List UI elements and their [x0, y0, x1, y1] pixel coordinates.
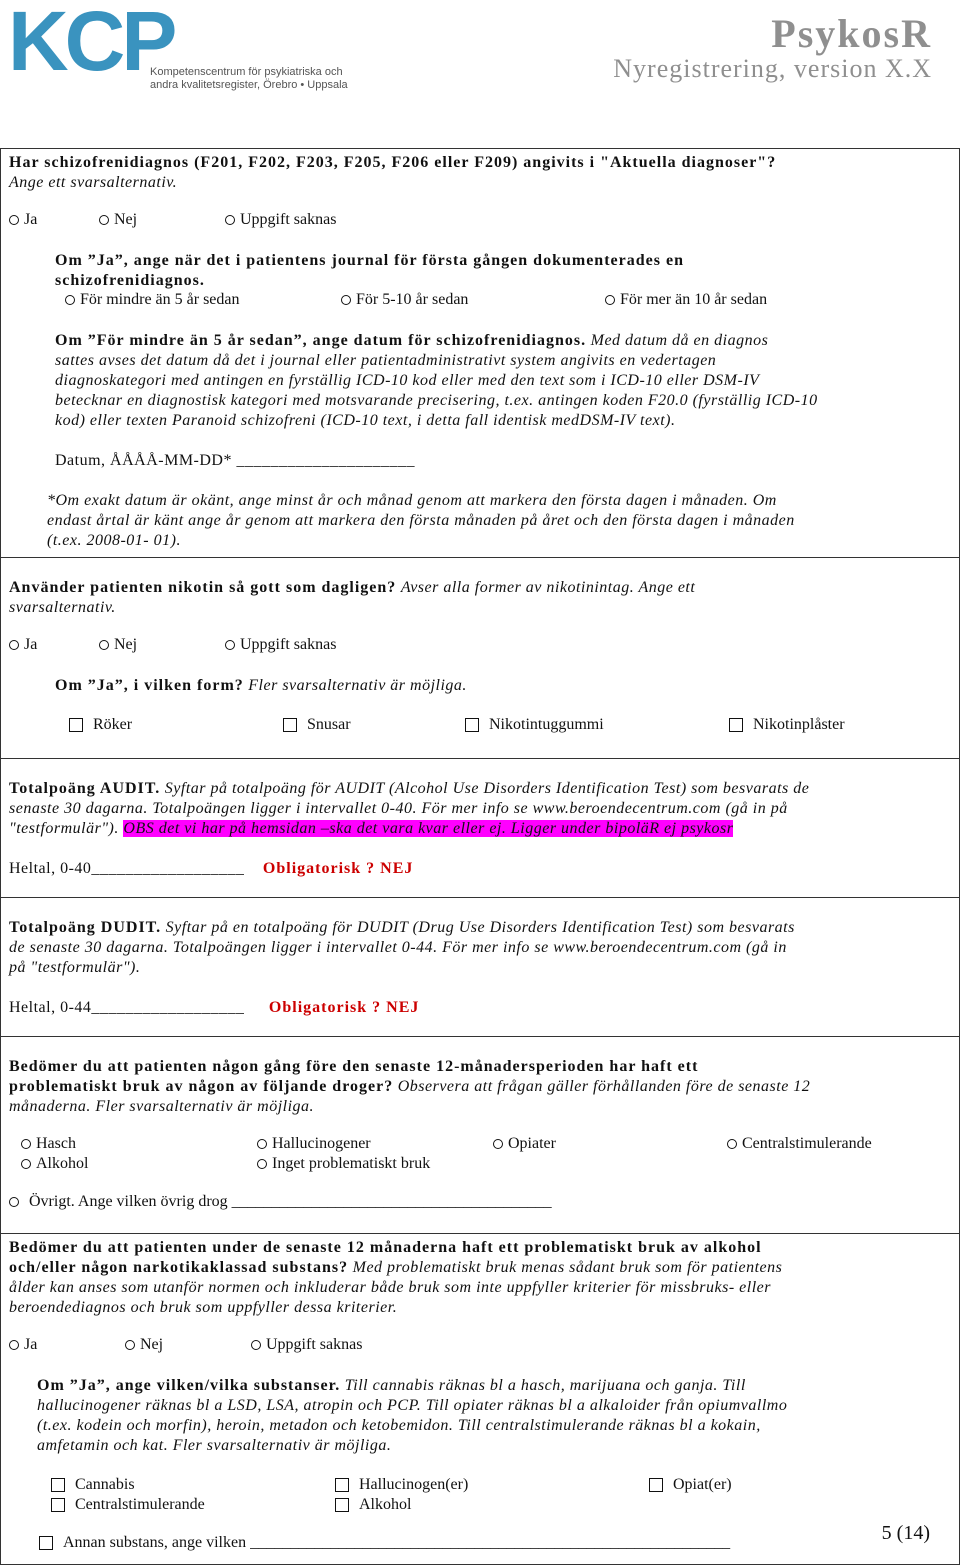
radio-ja[interactable]: Ja — [9, 211, 37, 229]
logo-caption: Kompetenscentrum för psykiatriska och andra kvalitetsregister, Örebro • Uppsala — [150, 66, 348, 91]
checkbox-icon — [283, 718, 297, 732]
radio-icon — [257, 1159, 267, 1169]
radio-icon — [341, 295, 351, 305]
radio-nej[interactable]: Nej — [99, 211, 137, 229]
nicotine-section: Använder patienten nikotin så gott som dagligen? Avser alla former av nikotinintag. Ange ett svarsalternativ. Ja Nej Uppgift saknas Om ”Ja”, i vilken form? Fler svarsalternativ är möjliga. Röker Snusar Nikotintuggummi Nikotinplåster — [1, 558, 959, 759]
audit-input[interactable]: Heltal, 0-40__________________ — [9, 860, 245, 877]
substance-row-1 — [9, 1476, 951, 1496]
radio-icon — [99, 640, 109, 650]
checkbox-icon — [69, 718, 83, 732]
registration-form — [0, 148, 960, 1565]
checkbox-nikotinplaster[interactable]: Nikotinplåster — [729, 716, 845, 734]
logo-letters: KCP — [8, 8, 174, 88]
date-input[interactable]: Datum, ÅÅÅÅ-MM-DD* _____________________ — [55, 452, 415, 469]
radio-icon — [727, 1139, 737, 1149]
radio-centralstimulerande[interactable]: Centralstimulerande — [727, 1135, 872, 1153]
radio-icon — [65, 295, 75, 305]
checkbox-annan-substans[interactable]: Annan substans, ange vilken ____________________________________________________________ — [39, 1534, 730, 1552]
radio-nej[interactable]: Nej — [125, 1336, 163, 1354]
radio-icon — [21, 1159, 31, 1169]
drug-row-1 — [9, 1135, 951, 1155]
mandatory-note: Obligatorisk ? NEJ — [262, 860, 414, 877]
answer-row — [9, 1336, 951, 1356]
checkbox-icon — [335, 1478, 349, 1492]
radio-ja[interactable]: Ja — [9, 1336, 37, 1354]
radio-icon — [605, 295, 615, 305]
checkbox-roker[interactable]: Röker — [69, 716, 132, 734]
radio-inget-bruk[interactable]: Inget problematiskt bruk — [257, 1155, 430, 1173]
radio-icon — [225, 640, 235, 650]
radio-icon — [225, 215, 235, 225]
checkbox-opiater[interactable]: Opiat(er) — [649, 1476, 732, 1494]
checkbox-hallucinogener[interactable]: Hallucinogen(er) — [335, 1476, 468, 1494]
radio-hallucinogener[interactable]: Hallucinogener — [257, 1135, 371, 1153]
app-title: PsykosR — [771, 11, 932, 56]
question-text: Har schizofrenidiagnos (F201, F202, F203, F205, F206 eller F209) angivits i "Aktuella diagnoser"? — [9, 154, 777, 171]
checkbox-icon — [649, 1478, 663, 1492]
checkbox-alkohol[interactable]: Alkohol — [335, 1496, 411, 1514]
radio-icon — [125, 1340, 135, 1350]
drug-history-section: Bedömer du att patienten någon gång före den senaste 12-månadersperioden har haft ett problematiskt bruk av någon av följande droger? Observera att frågan gäller förhållanden före de senaste 12 månaderna. Fler svarsalternativ är möjliga. Hasch Hallucinogener Opiater Centralstimulerande Alkohol Inget problematiskt bruk Övrigt. Ange vilken övrig drog ________________________________________ — [1, 1037, 959, 1234]
checkbox-snusar[interactable]: Snusar — [283, 716, 351, 734]
radio-icon — [21, 1139, 31, 1149]
radio-uppgift-saknas[interactable]: Uppgift saknas — [225, 636, 336, 654]
time-answer-row — [55, 291, 951, 311]
page-number: 5 (14) — [881, 1522, 930, 1544]
substance-row-2 — [9, 1496, 951, 1516]
checkbox-nikotintuggummi[interactable]: Nikotintuggummi — [465, 716, 604, 734]
radio-more-10[interactable]: För mer än 10 år sedan — [605, 291, 767, 309]
checkbox-centralstimulerande[interactable]: Centralstimulerande — [51, 1496, 205, 1514]
radio-hasch[interactable]: Hasch — [21, 1135, 76, 1153]
dudit-section: Totalpoäng DUDIT. Syftar på en totalpoäng för DUDIT (Drug Use Disorders Identification Test) som besvarats de senaste 30 dagarna. Totalpoängen ligger i intervallet 0-44. För mer info se www.beroendecentrum.com (gå in på "testformulär"). Heltal, 0-44__________________ Obligatorisk ? NEJ — [1, 898, 959, 1037]
checkbox-icon — [51, 1478, 65, 1492]
other-drug-row — [9, 1193, 951, 1213]
checkbox-icon — [39, 1536, 53, 1550]
radio-less-5[interactable]: För mindre än 5 år sedan — [65, 291, 240, 309]
radio-icon — [493, 1139, 503, 1149]
date-note: *Om exakt datum är okänt, ange minst år och månad genom att markera den första dagen i månaden. Om endast årtal är känt ange år genom att markera den första månaden på året och den första dagen i månaden (t.ex. 2008-01- 01). — [47, 492, 795, 549]
radio-ja[interactable]: Ja — [9, 636, 37, 654]
radio-icon — [9, 640, 19, 650]
mandatory-note: Obligatorisk ? NEJ — [268, 999, 420, 1016]
radio-icon — [251, 1340, 261, 1350]
checkbox-icon — [51, 1498, 65, 1512]
radio-icon — [257, 1139, 267, 1149]
radio-icon — [9, 1340, 19, 1350]
checkbox-icon — [729, 718, 743, 732]
radio-5-10[interactable]: För 5-10 år sedan — [341, 291, 468, 309]
answer-row — [9, 211, 951, 231]
nicotine-forms — [9, 716, 951, 736]
radio-uppgift-saknas[interactable]: Uppgift saknas — [251, 1336, 362, 1354]
other-drug-input[interactable]: Övrigt. Ange vilken övrig drog ________________________________________ — [9, 1193, 552, 1211]
radio-opiater[interactable]: Opiater — [493, 1135, 556, 1153]
radio-uppgift-saknas[interactable]: Uppgift saknas — [225, 211, 336, 229]
checkbox-icon — [335, 1498, 349, 1512]
radio-icon — [9, 1197, 19, 1207]
page-header — [0, 0, 960, 110]
recent-use-section: Bedömer du att patienten under de senaste 12 månaderna haft ett problematiskt bruk av alkohol och/eller någon narkotikaklassad substans? Med problematiskt bruk menas sådant bruk som för patientens ålder kan anses som utanför normen och inkluderar både bruk som inte uppfyller kriterier för missbruks- eller beroendediagnos och bruk som uppfyller dessa kriterier. Ja Nej Uppgift saknas Om ”Ja”, ange vilken/vilka substanser. Till cannabis räknas bl a hasch, marijuana och ganja. Till hallucinogener räknas bl a LSD, LSA, atropin och PCP. Till opiater räknas bl a alkaloider från opiumvallmo (t.ex. kodein och morfin), heroin, metadon och ketobemidon. Till centralstimulerande räknas bl a kokain, amfetamin och kat. Fler svarsalternativ är möjliga. Cannabis Hallucinogen(er) Opiat(er) Centralstimulerande Alkohol Annan substans, ange vilken ____________________________________________________________ — [1, 1234, 959, 1565]
radio-icon — [99, 215, 109, 225]
schizophrenia-section: Har schizofrenidiagnos (F201, F202, F203, F205, F206 eller F209) angivits i "Aktuella diagnoser"? Ange ett svarsalternativ. Ja Nej Uppgift saknas Om ”Ja”, ange när det i patientens journal för första gången dokumenterades en schizofrenidiagnos. För mindre än 5 år sedan För 5-10 år sedan För mer än 10 år sedan Om ”För mindre än 5 år sedan”, ange datum för schizofrenidiagnos. Med datum då en diagnos sattes avses det datum då det i journal eller patientadministrativt system angivits en vedertagen diagnoskategori med antingen en fyrställig ICD-10 kod eller med den text som i ICD-10 eller DSM-IV betecknar en diagnostisk kategori med motsvarande precisering, t.ex. antingen koden F20.0 (fyrställig ICD-10 kod) eller texten Paranoid schizofreni (ICD-10 text, i detta fall identisk medDSM-IV text). Datum, ÅÅÅÅ-MM-DD* _____________________ *Om exakt datum är okänt, ange minst år och månad genom att markera den första dagen i månaden. Om endast årtal är känt ange år genom att markera den första månaden på året och den första dagen i månaden (t.ex. 2008-01- 01). — [1, 149, 959, 558]
radio-icon — [9, 215, 19, 225]
highlight-note: OBS det vi har på hemsidan –ska det vara kvar eller ej. Ligger under bipoläR ej psykosr — [123, 820, 734, 837]
answer-row — [9, 636, 951, 656]
other-substance-row — [9, 1534, 951, 1554]
form-version: Nyregistrering, version X.X — [613, 54, 932, 83]
audit-section: Totalpoäng AUDIT. Syftar på totalpoäng för AUDIT (Alcohol Use Disorders Identification Test) som besvarats de senaste 30 dagarna. Totalpoängen ligger i intervallet 0-40. För mer info se www.beroendecentrum.com (gå in på "testformulär"). OBS det vi har på hemsidan –ska det vara kvar eller ej. Ligger under bipoläR ej psykosr Heltal, 0-40__________________ Obligatorisk ? NEJ — [1, 759, 959, 898]
dudit-input[interactable]: Heltal, 0-44__________________ — [9, 999, 245, 1016]
radio-nej[interactable]: Nej — [99, 636, 137, 654]
drug-row-2 — [9, 1155, 951, 1175]
checkbox-cannabis[interactable]: Cannabis — [51, 1476, 135, 1494]
checkbox-icon — [465, 718, 479, 732]
radio-alkohol[interactable]: Alkohol — [21, 1155, 88, 1173]
